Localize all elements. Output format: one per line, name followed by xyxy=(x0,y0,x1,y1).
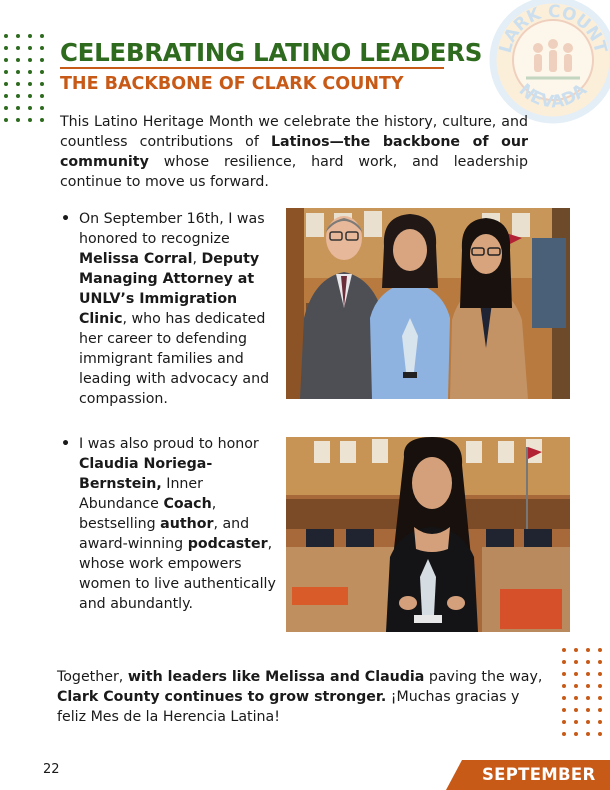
bullet-text-segment: , who has dedicated her career to defending immigrant families and leading with advocacy and compassion. xyxy=(79,311,270,407)
bullet-bold-text: Claudia Noriega-Bernstein, xyxy=(79,456,213,492)
photo-claudia-noriega-bernstein-recognition xyxy=(286,437,570,632)
decorative-dot xyxy=(562,648,566,652)
decorative-dot xyxy=(586,660,590,664)
decorative-dot xyxy=(28,118,32,122)
decorative-dot xyxy=(4,70,8,74)
decorative-dot xyxy=(16,58,20,62)
intro-text: This Latino Heritage Month we celebrate the history, culture, and countless contributions of xyxy=(60,114,528,150)
title-underline xyxy=(60,67,444,69)
decorative-dot xyxy=(598,732,602,736)
page-subtitle: THE BACKBONE OF CLARK COUNTY xyxy=(60,74,404,94)
decorative-dot xyxy=(28,106,32,110)
bullet-text-segment: , and award-winning xyxy=(79,516,250,552)
page-title: CELEBRATING LATINO LEADERS xyxy=(60,38,483,67)
page-number: 22 xyxy=(43,762,60,777)
decorative-dot xyxy=(562,732,566,736)
bullet-text-segment: , xyxy=(192,251,202,267)
decorative-dot xyxy=(28,34,32,38)
decorative-dot xyxy=(4,82,8,86)
bullet-text-segment: , bestselling xyxy=(79,496,217,532)
decorative-dot xyxy=(562,708,566,712)
decorative-dot xyxy=(40,58,44,62)
decorative-dot xyxy=(40,82,44,86)
decorative-dot xyxy=(40,46,44,50)
closing-text-end: ¡Muchas gracias y feliz Mes de la Herencia Latina! xyxy=(57,689,520,725)
decorative-dot xyxy=(16,34,20,38)
bullet-text-segment: On September 16th, I was honored to recognize xyxy=(79,211,265,247)
decorative-dot xyxy=(4,106,8,110)
decorative-dot xyxy=(574,684,578,688)
decorative-dot xyxy=(28,82,32,86)
bullet-text xyxy=(79,209,281,409)
bullet-text-segment: I was also proud to honor xyxy=(79,436,259,452)
month-tab xyxy=(446,760,610,790)
decorative-dot xyxy=(16,82,20,86)
bullet-bold-text: author xyxy=(160,516,214,532)
decorative-dot xyxy=(586,672,590,676)
closing-bold: Clark County continues to grow stronger. xyxy=(57,689,387,705)
decorative-dot xyxy=(574,648,578,652)
bullet-text xyxy=(79,434,281,614)
decorative-dot xyxy=(4,46,8,50)
decorative-dot xyxy=(28,46,32,50)
decorative-dot xyxy=(16,94,20,98)
bullet-bold-text: Deputy Managing Attorney at UNLV’s Immigration Clinic xyxy=(79,251,260,327)
bullet-dot-icon: • xyxy=(61,211,71,227)
decorative-dot xyxy=(562,720,566,724)
decorative-dot xyxy=(4,118,8,122)
decorative-dot xyxy=(16,70,20,74)
decorative-dot xyxy=(574,696,578,700)
decorative-dot xyxy=(4,94,8,98)
decorative-dot xyxy=(598,696,602,700)
decorative-dot xyxy=(28,70,32,74)
decorative-dot xyxy=(40,118,44,122)
bullet-text-segment: Inner Abundance xyxy=(79,476,203,512)
decorative-dot xyxy=(574,672,578,676)
bullet-bold-text: Melissa Corral xyxy=(79,251,193,267)
decorative-dot xyxy=(586,684,590,688)
decorative-dot xyxy=(574,708,578,712)
decorative-dot xyxy=(598,708,602,712)
bullet-dot-icon: • xyxy=(61,436,71,452)
decorative-dot xyxy=(40,106,44,110)
closing-text: Together, xyxy=(57,669,128,685)
decorative-dot xyxy=(574,660,578,664)
decorative-dot xyxy=(16,118,20,122)
decorative-dot xyxy=(598,672,602,676)
decorative-dot xyxy=(586,648,590,652)
decorative-dot xyxy=(574,720,578,724)
bullet-bold-text: podcaster xyxy=(187,536,268,552)
closing-paragraph xyxy=(57,667,547,727)
decorative-dot xyxy=(586,720,590,724)
decorative-dot xyxy=(562,684,566,688)
decorative-dot xyxy=(598,684,602,688)
closing-text: paving the way, xyxy=(424,669,543,685)
decorative-dot xyxy=(16,106,20,110)
decorative-dot xyxy=(598,720,602,724)
bullet-bold-text: Coach xyxy=(163,496,212,512)
decorative-dot xyxy=(16,46,20,50)
decorative-dot xyxy=(562,660,566,664)
decorative-dot xyxy=(562,672,566,676)
intro-bold: Latinos—the backbone of our community xyxy=(60,134,528,170)
decorative-dot xyxy=(28,94,32,98)
decorative-dot xyxy=(562,696,566,700)
month-label: SEPTEMBER xyxy=(482,765,596,784)
clark-county-seal-logo xyxy=(488,0,610,124)
decorative-dot xyxy=(28,58,32,62)
intro-text-end: whose resilience, hard work, and leadership continue to move us forward. xyxy=(60,154,528,190)
decorative-dot xyxy=(598,648,602,652)
decorative-dot xyxy=(4,58,8,62)
decorative-dot xyxy=(586,732,590,736)
decorative-dot xyxy=(40,34,44,38)
decorative-dot xyxy=(4,34,8,38)
decorative-dot xyxy=(40,70,44,74)
bullet-text-segment: , whose work empowers women to live authentically and abundantly. xyxy=(79,536,276,612)
closing-bold: with leaders like Melissa and Claudia xyxy=(127,669,425,685)
decorative-dot xyxy=(40,94,44,98)
decorative-dot xyxy=(574,732,578,736)
svg-text:CLARK COUNTY: LARK COUNT xyxy=(495,1,610,56)
photo-melissa-corral-recognition xyxy=(286,208,570,399)
intro-paragraph xyxy=(60,112,528,192)
decorative-dot xyxy=(586,708,590,712)
decorative-dot xyxy=(586,696,590,700)
svg-text:NEVADA: NEVADA xyxy=(514,80,592,113)
decorative-dot xyxy=(598,660,602,664)
